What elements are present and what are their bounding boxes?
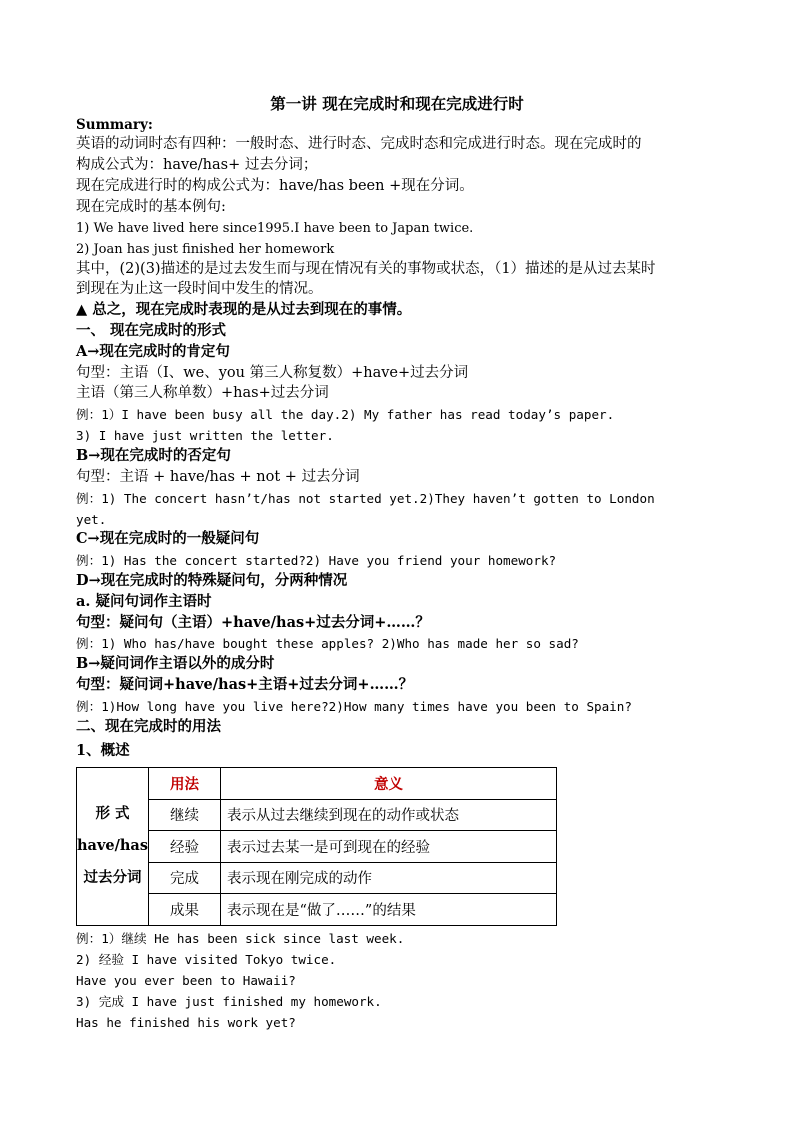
intro-line-3: 现在完成进行时的构成公式为：have/has been +现在分词。 [76, 178, 474, 194]
form-label-line-1: 形 式 [95, 805, 130, 823]
table-row [77, 862, 557, 894]
explain-line-2: 到现在为止这一段时间中发生的情况。 [76, 281, 323, 297]
section-b-heading: B→现在完成时的否定句 [76, 447, 231, 464]
section-b-example-1: 例：1) The concert hasn’t/has not started yet.2)They haven’t gotten to London [76, 491, 655, 506]
summary-point: ▲ 总之，现在完成时表现的是从过去到现在的事情。 [76, 301, 412, 318]
form-label-line-3: 过去分词 [83, 869, 142, 887]
usage-table [76, 767, 557, 926]
section-c-example: 例：1) Has the concert started?2) Have you friend your homework? [76, 553, 557, 568]
section-c-heading: C→现在完成时的一般疑问句 [76, 530, 260, 547]
usage-cell: 经验 [149, 831, 221, 863]
table-row [77, 799, 557, 831]
meaning-cell: 表示现在是“做了……”的结果 [221, 894, 557, 926]
table-row [77, 894, 557, 926]
section-d-b-heading: B→疑问词作主语以外的成分时 [76, 655, 275, 672]
section-a-example-1: 例：1）I have been busy all the day.2) My father has read today’s paper. [76, 407, 615, 422]
explain-line-1: 其中，(2)(3)描述的是过去发生而与现在情况有关的事物或状态，（1）描述的是从过去某时 [76, 261, 656, 277]
form-label-line-2: have/has [77, 837, 148, 855]
section-d-a-pattern: 句型：疑问句（主语）+have/has+过去分词+……？ [76, 614, 430, 631]
usage-example-1: 例：1）继续 He has been sick since last week. [76, 931, 405, 946]
section-d-heading: D→现在完成时的特殊疑问句，分两种情况 [76, 572, 348, 589]
section-d-b-example: 例：1)How long have you live here?2)How many times have you been to Spain? [76, 699, 632, 714]
header-meaning: 意义 [221, 768, 557, 800]
form-cell [77, 768, 149, 926]
section-2-heading: 二、现在完成时的用法 [76, 718, 221, 735]
usage-example-2: 2) 经验 I have visited Tokyo twice. [76, 952, 337, 967]
usage-example-5: Has he finished his work yet? [76, 1015, 296, 1030]
meaning-cell: 表示从过去继续到现在的动作或状态 [221, 799, 557, 831]
table-row [77, 831, 557, 863]
subsection-1-heading: 1、概述 [76, 742, 130, 759]
usage-cell: 完成 [149, 862, 221, 894]
page-title: 第一讲 现在完成时和现在完成进行时 [270, 94, 524, 113]
section-a-example-2: 3) I have just written the letter. [76, 428, 334, 443]
section-d-b-pattern: 句型：疑问词+have/has+主语+过去分词+……？ [76, 676, 414, 693]
usage-example-4: 3) 完成 I have just finished my homework. [76, 994, 382, 1009]
section-d-a-example: 例：1) Who has/have bought these apples? 2)Who has made her so sad? [76, 636, 579, 651]
intro-line-1: 英语的动词时态有四种：一般时态、进行时态、完成时态和完成进行时态。现在完成时的 [76, 136, 642, 152]
section-1-heading: 一、 现在完成时的形式 [76, 322, 227, 339]
header-usage: 用法 [149, 768, 221, 800]
section-a-heading: A→现在完成时的肯定句 [76, 343, 230, 360]
intro-line-4: 现在完成时的基本例句: [76, 199, 226, 215]
usage-cell: 继续 [149, 799, 221, 831]
section-b-example-2: yet. [76, 512, 107, 527]
section-b-pattern: 句型：主语 + have/has + not + 过去分词 [76, 469, 360, 485]
usage-example-3: Have you ever been to Hawaii? [76, 973, 296, 988]
table-header-row [77, 768, 557, 800]
meaning-cell: 表示过去某一是可到现在的经验 [221, 831, 557, 863]
section-a-pattern-2: 主语（第三人称单数）+has+过去分词 [76, 385, 329, 401]
summary-label: Summary: [76, 117, 153, 133]
example-line-1: 1) We have lived here since1995.I have been to Japan twice. [76, 221, 474, 236]
section-d-a-heading: a. 疑问句词作主语时 [76, 593, 212, 610]
intro-line-2: 构成公式为：have/has+ 过去分词； [76, 157, 318, 173]
meaning-cell: 表示现在刚完成的动作 [221, 862, 557, 894]
section-a-pattern-1: 句型：主语（I、we、you 第三人称复数）+have+过去分词 [76, 365, 469, 381]
example-line-2: 2) Joan has just finished her homework [76, 242, 335, 257]
usage-cell: 成果 [149, 894, 221, 926]
